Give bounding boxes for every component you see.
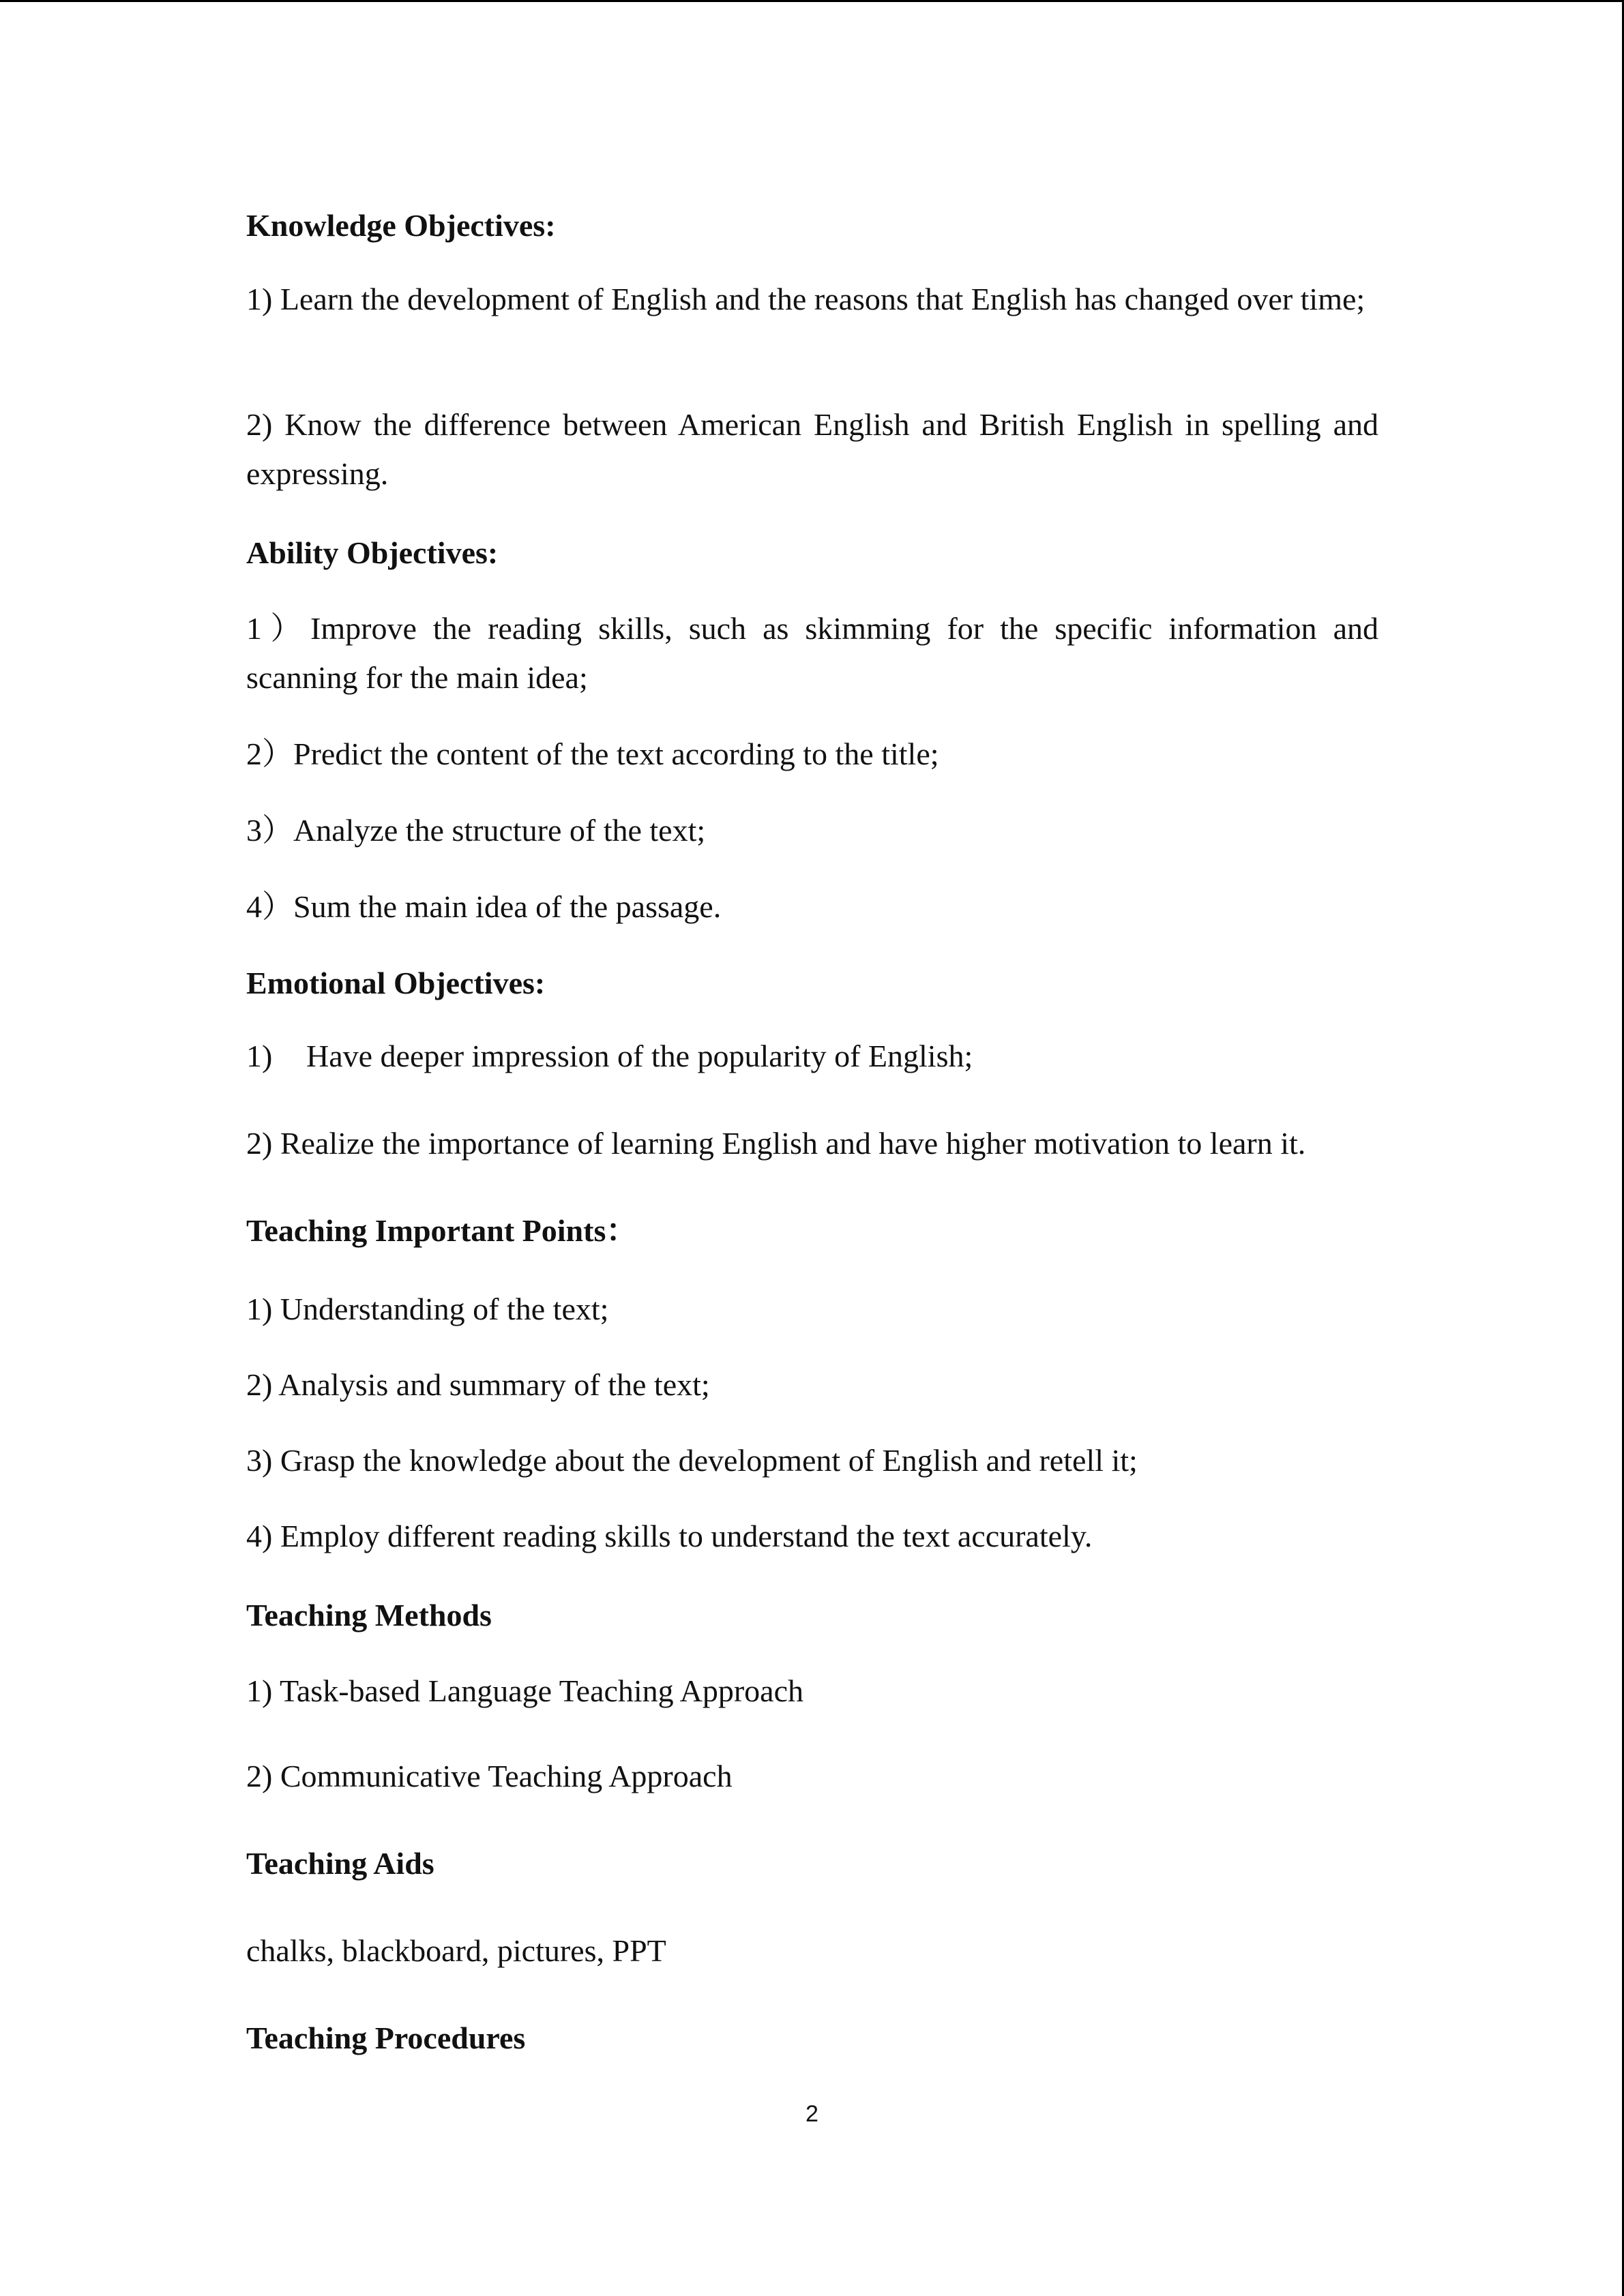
page-border-top: [0, 0, 1624, 2]
ability-objective-3: 3）Analyze the structure of the text;: [246, 813, 706, 848]
ability-objectives-heading: Ability Objectives:: [246, 535, 499, 570]
ability-objective-1: 1）Improve the reading skills, such as skimming for the specific information and scanning for the main idea;: [246, 611, 1378, 695]
teaching-procedures-heading: Teaching Procedures: [246, 2021, 526, 2055]
emotional-objective-1: [246, 1032, 1378, 1081]
ability-objective-2: 2）Predict the content of the text according to the title;: [246, 736, 939, 771]
emotional-objective-1-text: Have deeper impression of the popularity of English;: [306, 1039, 973, 1073]
knowledge-objectives-heading: Knowledge Objectives:: [246, 208, 556, 243]
ability-objective-4: 4）Sum the main idea of the passage.: [246, 889, 722, 924]
knowledge-objective-2: 2) Know the difference between American English and British English in spelling and expressing.: [246, 407, 1378, 491]
page-number: 2: [806, 2101, 818, 2127]
emotional-objectives-heading: Emotional Objectives:: [246, 966, 546, 1000]
important-point-3: 3) Grasp the knowledge about the development of English and retell it;: [246, 1443, 1138, 1478]
teaching-methods-heading: Teaching Methods: [246, 1598, 492, 1632]
teaching-aids-heading: Teaching Aids: [246, 1846, 434, 1881]
important-point-2: 2) Analysis and summary of the text;: [246, 1367, 710, 1402]
important-point-4: 4) Employ different reading skills to understand the text accurately.: [246, 1519, 1093, 1553]
teaching-method-1: 1) Task-based Language Teaching Approach: [246, 1673, 804, 1708]
emotional-objective-1-number: 1): [246, 1039, 273, 1073]
emotional-objective-2: 2) Realize the importance of learning English and have higher motivation to learn it.: [246, 1126, 1306, 1161]
teaching-aids-list: chalks, blackboard, pictures, PPT: [246, 1933, 666, 1968]
teaching-method-2: 2) Communicative Teaching Approach: [246, 1759, 733, 1793]
teaching-important-points-heading: Teaching Important Points：: [246, 1213, 638, 1248]
knowledge-objective-1: 1) Learn the development of English and the reasons that English has changed over time;: [246, 282, 1365, 316]
important-point-1: 1) Understanding of the text;: [246, 1292, 609, 1326]
